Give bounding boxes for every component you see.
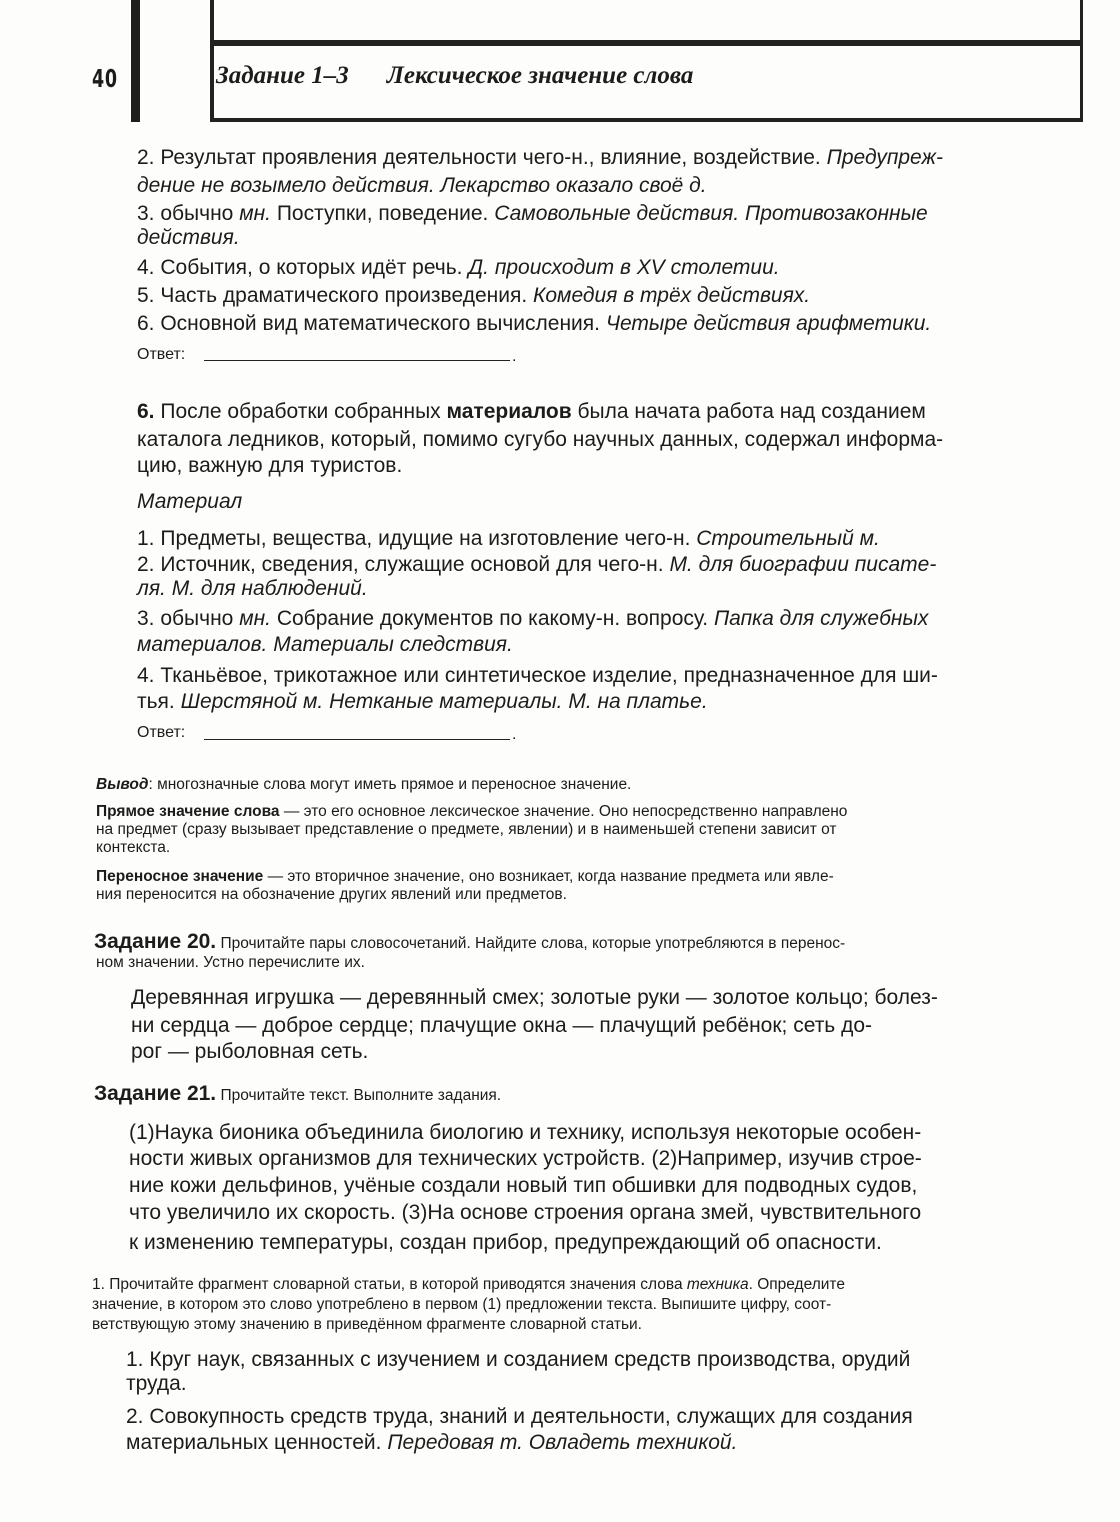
task21-text: что увеличило их скорость. (3)На основе строения органа змей, чувствительного [129, 1201, 922, 1224]
answer-dot: . [512, 726, 517, 743]
task21-text: (1)Наука бионика объединила биологию и технику, используя некоторые особен- [129, 1121, 922, 1144]
task20-text: рог — рыболовная сеть. [131, 1040, 369, 1063]
definition-line: 5. Часть драматического произведения. Комедия в трёх действиях. [137, 284, 811, 307]
answer-label: Ответ: [137, 346, 186, 363]
definition-line: 3. обычно мн. Собрание документов по какому-н. вопросу. Папка для служебных [137, 607, 929, 630]
task21-text: ности живых организмов для технических устройств. (2)Например, изучив строе- [129, 1147, 922, 1170]
topic-title: Лексическое значение слова [386, 62, 694, 89]
definition-line: 4. События, о которых идёт речь. Д. происходит в XV столетии. [137, 256, 780, 279]
direct-meaning-definition: Прямое значение слова — это его основное лексическое значение. Оно непосредственно направлено [96, 803, 848, 820]
question-1: ветствующую этому значению в приведённом фрагменте словарной статьи. [92, 1316, 642, 1333]
definition-line: материальных ценностей. Передовая т. Овладеть техникой. [126, 1431, 738, 1454]
task21-heading: Задание 21. Прочитайте текст. Выполните задания. [94, 1082, 502, 1105]
task6-sentence: цию, важную для туристов. [137, 454, 403, 477]
direct-meaning-definition: контекста. [96, 839, 171, 856]
dictionary-headword: Материал [137, 490, 243, 513]
definition-line: 2. Совокупность средств труда, знаний и деятельности, служащих для создания [126, 1405, 913, 1428]
conclusion: Вывод: многозначные слова могут иметь прямое и переносное значение. [96, 776, 632, 793]
task20-text: ни сердца — доброе сердце; плачущие окна — плачущий ребёнок; сеть до- [131, 1014, 873, 1037]
definition-line: 6. Основной вид математического вычисления. Четыре действия арифметики. [137, 312, 932, 335]
question-1: значение, в котором это слово употреблено в первом (1) предложении текста. Выпишите цифру, соот- [92, 1296, 832, 1313]
task21-text: к изменению температуры, создан прибор, предупреждающий об опасности. [129, 1231, 882, 1254]
page-number: 40 [92, 64, 118, 93]
task20-text: Деревянная игрушка — деревянный смех; золотые руки — золотое кольцо; болез- [131, 986, 938, 1009]
header-bar [214, 40, 1080, 46]
task6-sentence: 6. После обработки собранных материалов была начата работа над созданием [137, 400, 926, 423]
definition-line: тья. Шерстяной м. Нетканые материалы. М. на платье. [137, 690, 708, 713]
direct-meaning-definition: на предмет (сразу вызывает представление о предмете, явлении) и в наименьшей степени зависит от [96, 821, 837, 838]
figurative-meaning-definition: Переносное значение — это вторичное значение, оно возникает, когда название предмета или явле- [96, 868, 834, 885]
answer-input-line[interactable] [204, 739, 510, 740]
task-range: Задание 1–3 [216, 62, 349, 89]
task6-sentence: каталога ледников, который, помимо сугубо научных данных, содержал информа- [137, 428, 944, 451]
definition-line: 4. Тканьёвое, трикотажное или синтетическое изделие, предназначенное для ши- [137, 664, 938, 687]
answer-dot: . [512, 348, 517, 365]
definition-line: 2. Источник, сведения, служащие основой для чего-н. М. для биографии писате- [137, 553, 937, 576]
left-margin-rule [131, 0, 140, 122]
task20-instructions: ном значении. Устно перечислите их. [96, 954, 365, 971]
answer-label: Ответ: [137, 724, 186, 741]
header-frame [210, 0, 1083, 122]
task20-heading: Задание 20. Прочитайте пары словосочетаний. Найдите слова, которые употребляются в перенос- [94, 930, 846, 953]
definition-line: 3. обычно мн. Поступки, поведение. Самовольные действия. Противозаконные [137, 202, 928, 225]
definition-line: действия. [137, 226, 240, 249]
definition-line: ля. М. для наблюдений. [137, 577, 368, 600]
figurative-meaning-definition: ния переносится на обозначение других явлений или предметов. [96, 886, 567, 903]
definition-line: дение не возымело действия. Лекарство оказало своё д. [137, 174, 707, 197]
definition-line: материалов. Материалы следствия. [137, 633, 513, 656]
question-1: 1. Прочитайте фрагмент словарной статьи, в которой приводятся значения слова техника. Определите [92, 1276, 845, 1293]
page-title [216, 62, 693, 90]
definition-line: 1. Круг наук, связанных с изучением и созданием средств производства, орудий [126, 1348, 911, 1371]
definition-line: труда. [126, 1372, 187, 1395]
answer-input-line[interactable] [204, 360, 510, 361]
task21-text: ние кожи дельфинов, учёные создали новый тип обшивки для подводных судов, [129, 1174, 918, 1197]
definition-line: 2. Результат проявления деятельности чего-н., влияние, воздействие. Предупреж- [137, 146, 943, 169]
definition-line: 1. Предметы, вещества, идущие на изготовление чего-н. Строительный м. [137, 527, 880, 550]
